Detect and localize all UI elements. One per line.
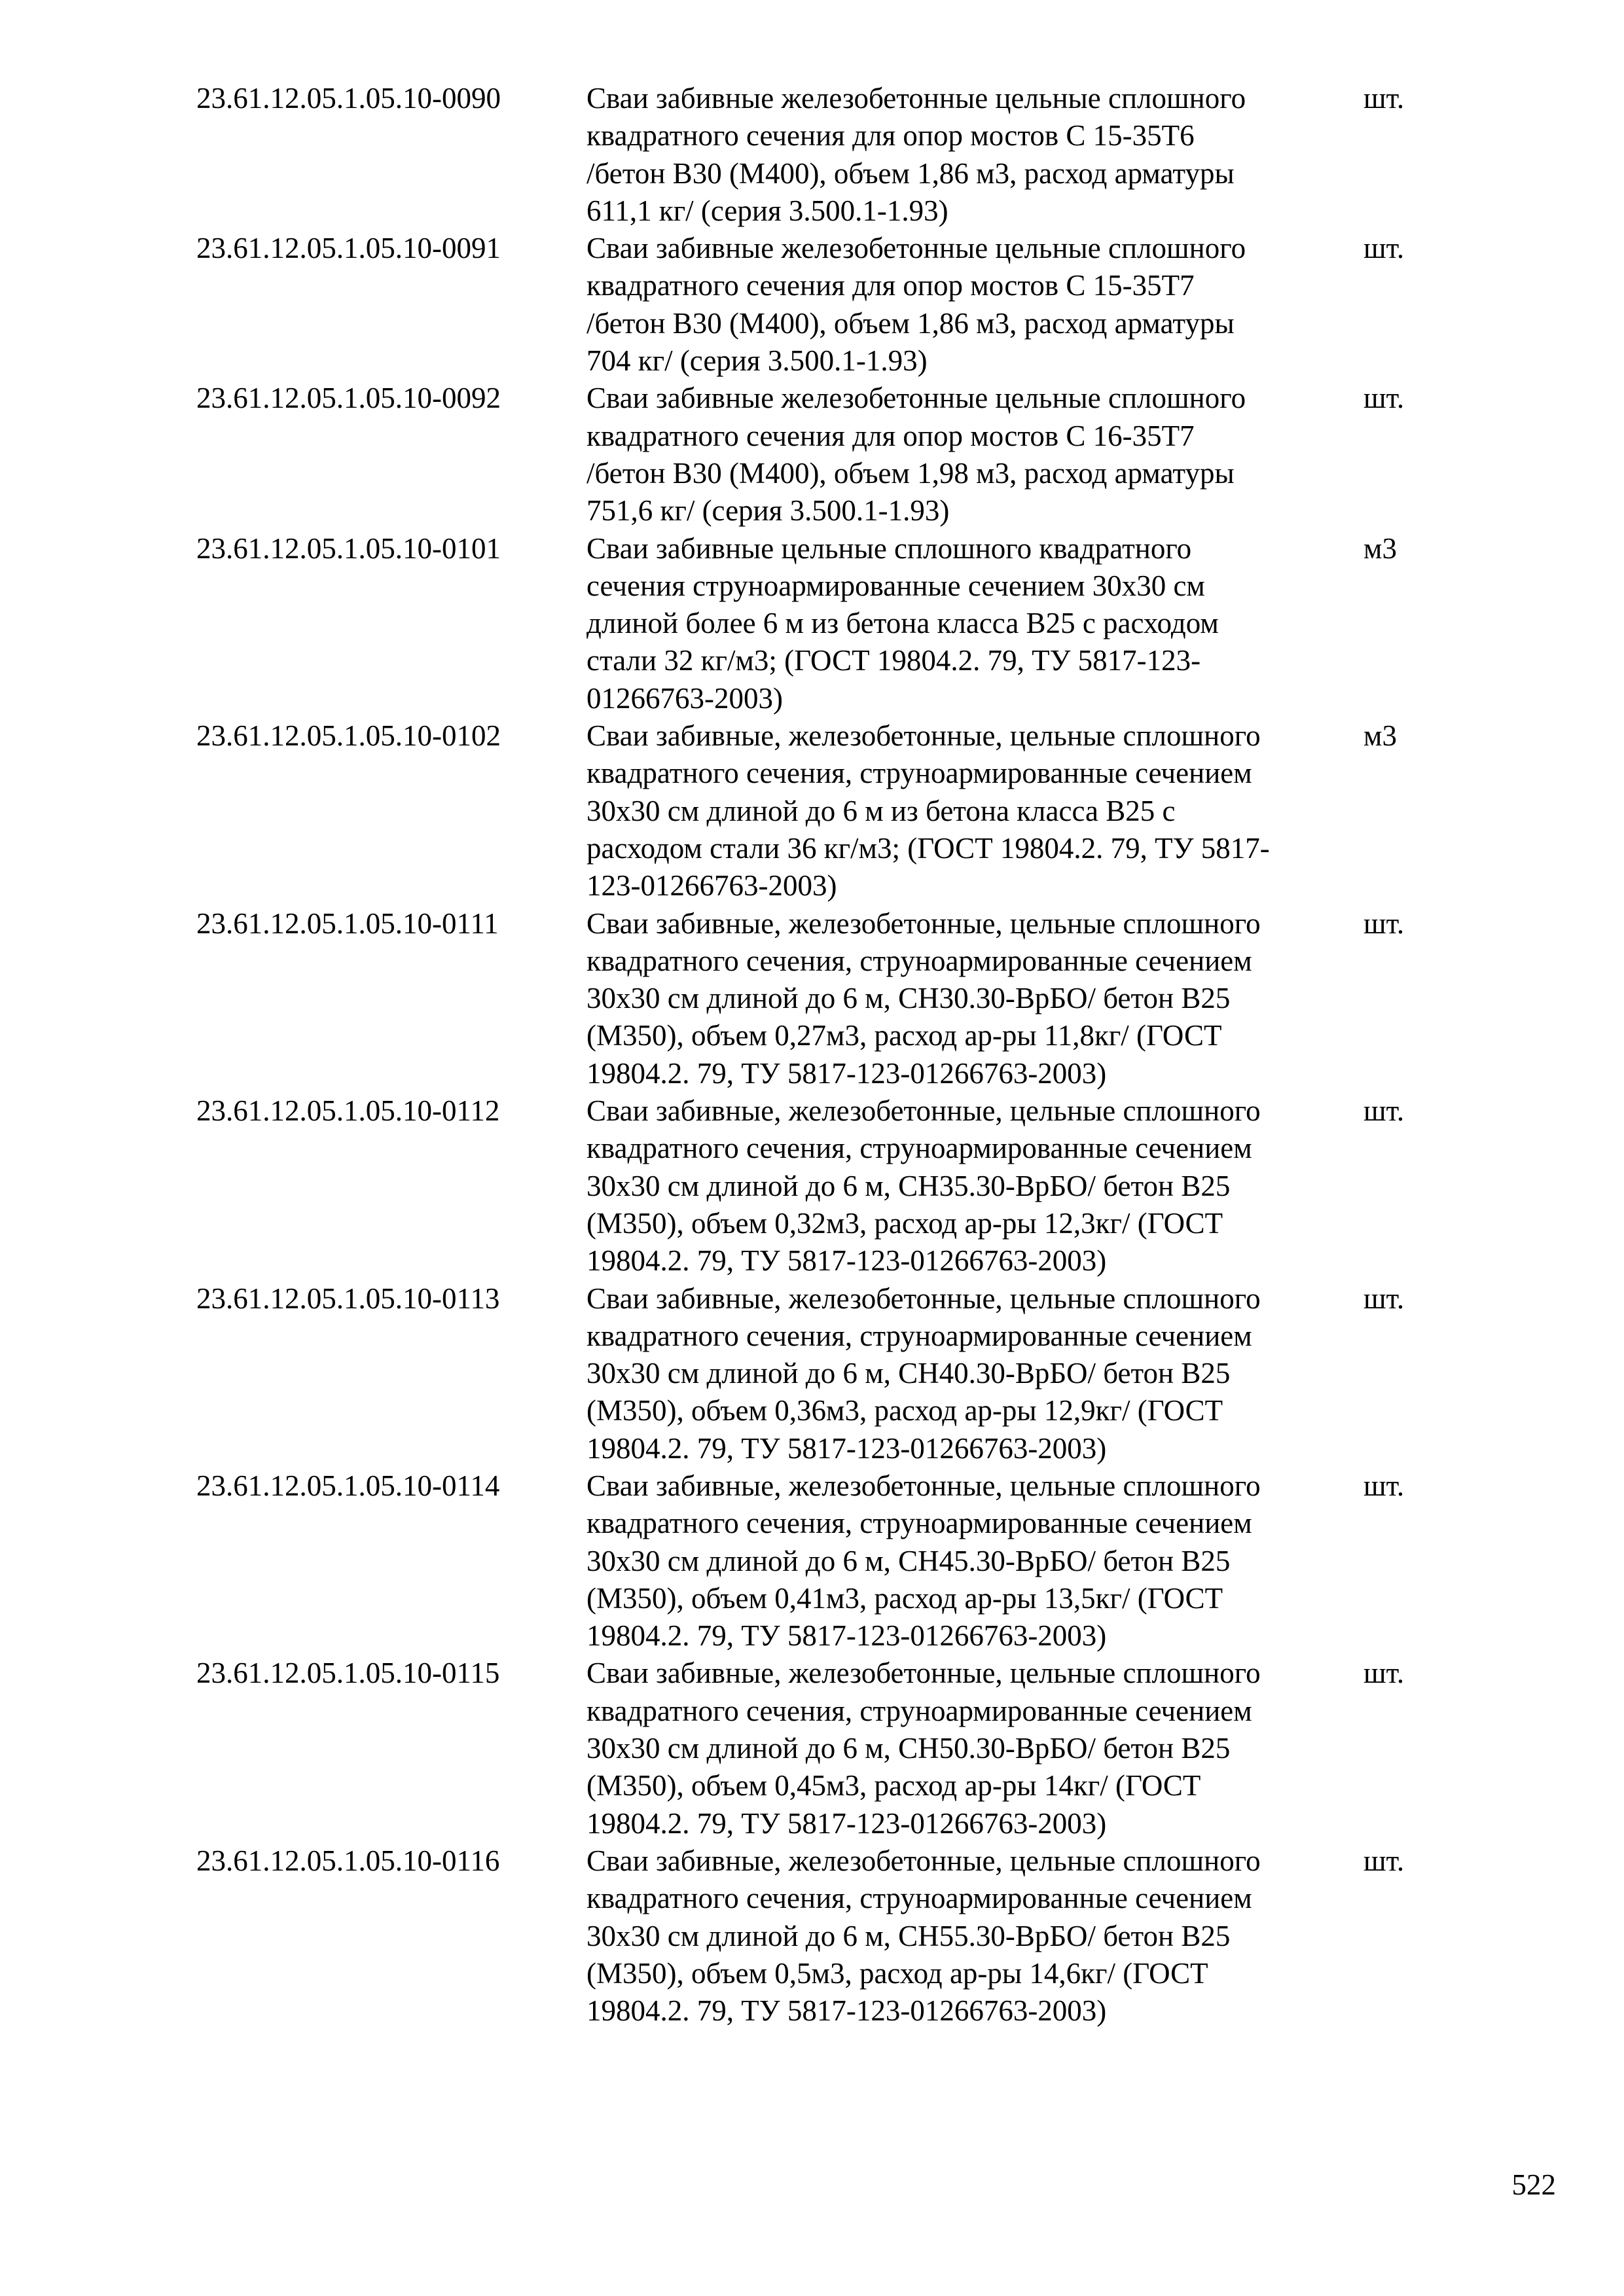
item-unit: шт. [1363,232,1405,265]
item-description: Сваи забивные, железобетонные, цельные сплошного квадратного сечения, струноармированные сечением 30х30 см длиной до 6 м, СН45.30-ВрБО/ бетон В25 (М350), объем 0,41м3, расход ар-ры 13,5кг/ (ГОСТ 19804.2. 79, ТУ 5817-123-01266763-2003) [586,1469,1261,1653]
item-unit: шт. [1363,1469,1405,1502]
item-description: Сваи забивные железобетонные цельные сплошного квадратного сечения для опор мостов С 15-35Т6 /бетон В30 (М400), объем 1,86 м3, расход арматуры 611,1 кг/ (серия 3.500.1-1.93) [586,82,1246,227]
item-unit: м3 [1363,719,1397,753]
table-row [196,1655,1440,1842]
price-list-table [196,80,1440,2030]
table-row [196,1467,1440,1655]
page-number: 522 [1511,2168,1556,2201]
item-description: Сваи забивные железобетонные цельные сплошного квадратного сечения для опор мостов С 15-35Т7 /бетон В30 (М400), объем 1,86 м3, расход арматуры 704 кг/ (серия 3.500.1-1.93) [586,232,1246,378]
item-code: 23.61.12.05.1.05.10-0111 [196,906,499,940]
item-description: Сваи забивные, железобетонные, цельные сплошного квадратного сечения, струноармированные сечением 30х30 см длиной до 6 м, СН55.30-ВрБО/ бетон В25 (М350), объем 0,5м3, расход ар-ры 14,6кг/ (ГОСТ 19804.2. 79, ТУ 5817-123-01266763-2003) [586,1844,1261,2028]
item-description: Сваи забивные, железобетонные, цельные сплошного квадратного сечения, струноармированные сечением 30х30 см длиной до 6 м из бетона класса В25 с расходом стали 36 кг/м3; (ГОСТ 19804.2. 79, ТУ 5817- 123-01266763-2003) [586,719,1270,903]
item-code: 23.61.12.05.1.05.10-0113 [196,1282,500,1315]
item-unit: шт. [1363,906,1405,940]
item-unit: шт. [1363,382,1405,415]
item-description: Сваи забивные, железобетонные, цельные сплошного квадратного сечения, струноармированные сечением 30х30 см длиной до 6 м, СН30.30-ВрБО/ бетон В25 (М350), объем 0,27м3, расход ар-ры 11,8кг/ (ГОСТ 19804.2. 79, ТУ 5817-123-01266763-2003) [586,906,1261,1090]
table-row [196,380,1440,529]
item-unit: м3 [1363,531,1397,565]
item-code: 23.61.12.05.1.05.10-0114 [196,1469,500,1502]
table-row [196,1842,1440,2030]
item-description: Сваи забивные, железобетонные, цельные сплошного квадратного сечения, струноармированные сечением 30х30 см длиной до 6 м, СН40.30-ВрБО/ бетон В25 (М350), объем 0,36м3, расход ар-ры 12,9кг/ (ГОСТ 19804.2. 79, ТУ 5817-123-01266763-2003) [586,1282,1261,1465]
item-code: 23.61.12.05.1.05.10-0101 [196,531,501,565]
item-unit: шт. [1363,82,1405,115]
table-row [196,80,1440,230]
item-description: Сваи забивные, железобетонные, цельные сплошного квадратного сечения, струноармированные сечением 30х30 см длиной до 6 м, СН35.30-ВрБО/ бетон В25 (М350), объем 0,32м3, расход ар-ры 12,3кг/ (ГОСТ 19804.2. 79, ТУ 5817-123-01266763-2003) [586,1094,1261,1278]
item-code: 23.61.12.05.1.05.10-0090 [196,82,501,115]
item-description: Сваи забивные цельные сплошного квадратного сечения струноармированные сечением 30х30 см длиной более 6 м из бетона класса В25 с расходом стали 32 кг/м3; (ГОСТ 19804.2. 79, ТУ 5817-123- 01266763-2003) [586,531,1219,715]
item-unit: шт. [1363,1282,1405,1315]
item-description: Сваи забивные железобетонные цельные сплошного квадратного сечения для опор мостов С 16-35Т7 /бетон В30 (М400), объем 1,98 м3, расход арматуры 751,6 кг/ (серия 3.500.1-1.93) [586,382,1246,528]
item-code: 23.61.12.05.1.05.10-0102 [196,719,501,753]
item-code: 23.61.12.05.1.05.10-0112 [196,1094,500,1128]
item-unit: шт. [1363,1657,1405,1690]
table-row [196,530,1440,717]
item-code: 23.61.12.05.1.05.10-0116 [196,1844,500,1877]
item-description: Сваи забивные, железобетонные, цельные сплошного квадратного сечения, струноармированные сечением 30х30 см длиной до 6 м, СН50.30-ВрБО/ бетон В25 (М350), объем 0,45м3, расход ар-ры 14кг/ (ГОСТ 19804.2. 79, ТУ 5817-123-01266763-2003) [586,1657,1261,1840]
table-row [196,1280,1440,1467]
item-unit: шт. [1363,1094,1405,1128]
table-row [196,230,1440,380]
item-code: 23.61.12.05.1.05.10-0091 [196,232,501,265]
item-code: 23.61.12.05.1.05.10-0115 [196,1657,500,1690]
item-unit: шт. [1363,1844,1405,1877]
table-row [196,905,1440,1092]
item-code: 23.61.12.05.1.05.10-0092 [196,382,501,415]
table-row [196,717,1440,905]
table-row [196,1092,1440,1280]
